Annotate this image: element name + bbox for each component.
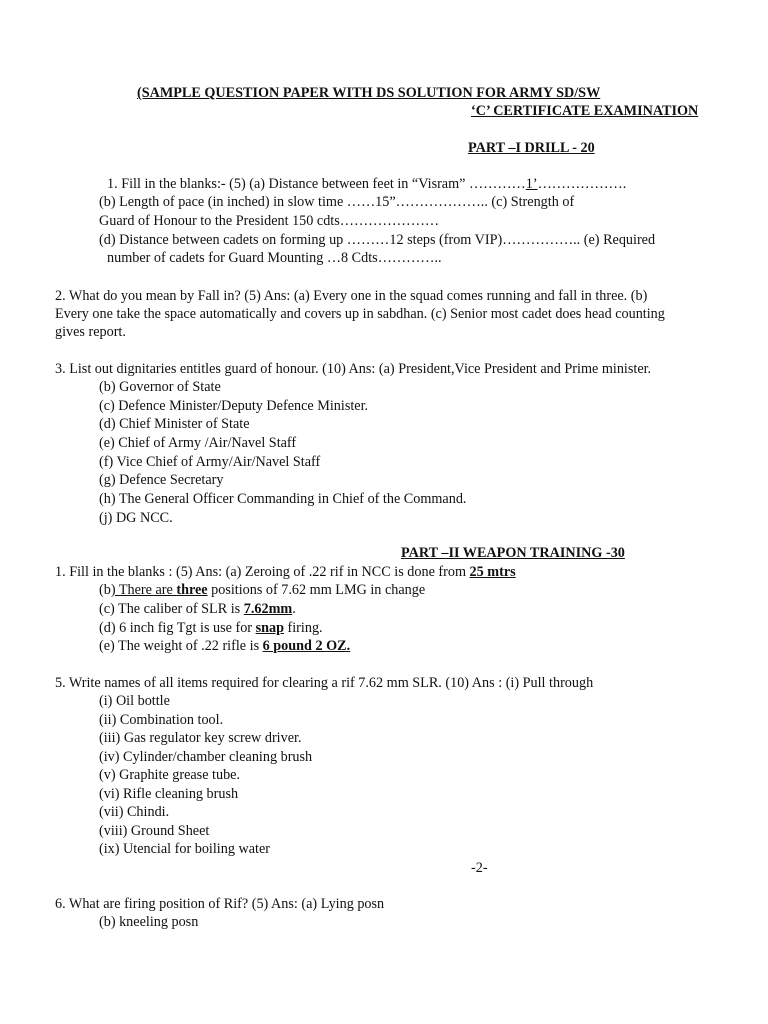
page-number: -2- <box>471 860 488 876</box>
p2q1-answer-b: three <box>176 582 208 598</box>
p2q1-b-pre: (b <box>99 582 111 598</box>
q3-item: (g) Defence Secretary <box>99 472 224 488</box>
p2q1-line1 <box>55 563 516 581</box>
q5-item: (ix) Utencial for boiling water <box>99 841 270 857</box>
p2q1-line-c <box>99 600 296 618</box>
q3-item: (h) The General Officer Commanding in Chief of the Command. <box>99 491 467 507</box>
p2q1-text: 1. Fill in the blanks : (5) Ans: (a) Zeroing of .22 rif in NCC is done from <box>55 564 470 580</box>
q1-line3: Guard of Honour to the President 150 cdts………………… <box>99 213 440 229</box>
p2q1-d-post: firing. <box>283 620 323 636</box>
q1-line2: (b) Length of pace (in inched) in slow time ……15”……………….. (c) Strength of <box>99 194 575 210</box>
p2q1-e-pre: (e) The weight of .22 rifle is <box>99 638 263 654</box>
p2q1-c-post: . <box>292 601 296 617</box>
p2q1-line-e <box>99 637 350 655</box>
q5-item: (viii) Ground Sheet <box>99 823 210 839</box>
q3-item: (f) Vice Chief of Army/Air/Navel Staff <box>99 454 321 470</box>
q1-line4: (d) Distance between cadets on forming up ………12 steps (from VIP)…………….. (e) Required <box>99 232 656 248</box>
p2q1-b-mid: ) There are <box>110 582 177 598</box>
q3-item: (c) Defence Minister/Deputy Defence Minister. <box>99 398 369 414</box>
p2q1-line-b <box>99 581 425 599</box>
q5-item: (iv) Cylinder/chamber cleaning brush <box>99 749 313 765</box>
p2q1-c-pre: (c) The caliber of SLR is <box>99 601 244 617</box>
q5-line1: 5. Write names of all items required for clearing a rif 7.62 mm SLR. (10) Ans : (i) Pull through <box>55 675 594 691</box>
q1-line1-dots: ………………. <box>537 176 627 192</box>
q3-line1: 3. List out dignitaries entitles guard of honour. (10) Ans: (a) President,Vice President and Prime minister. <box>55 361 652 377</box>
q5-item: (vi) Rifle cleaning brush <box>99 786 239 802</box>
p2q1-answer-a: 25 mtrs <box>469 564 516 580</box>
q6-line1: 6. What are firing position of Rif? (5) Ans: (a) Lying posn <box>55 896 385 912</box>
title-line-1: (SAMPLE QUESTION PAPER WITH DS SOLUTION FOR ARMY SD/SW <box>137 85 601 101</box>
q5-item: (ii) Combination tool. <box>99 712 224 728</box>
q2-line3: gives report. <box>55 324 126 340</box>
part1-heading: PART –I DRILL - 20 <box>468 140 595 156</box>
p2q1-answer-d: snap <box>255 620 284 636</box>
q5-item: (iii) Gas regulator key screw driver. <box>99 730 302 746</box>
q2-line1: 2. What do you mean by Fall in? (5) Ans: (a) Every one in the squad comes running and fall in three. (b) <box>55 288 648 304</box>
p2q1-answer-e: 6 pound 2 OZ. <box>262 638 351 654</box>
q3-item: (e) Chief of Army /Air/Navel Staff <box>99 435 297 451</box>
q5-item: (i) Oil bottle <box>99 693 170 709</box>
q3-item: (b) Governor of State <box>99 379 221 395</box>
title-line-2: ‘C’ CERTIFICATE EXAMINATION <box>471 103 699 119</box>
q5-item: (vii) Chindi. <box>99 804 170 820</box>
p2q1-answer-c: 7.62mm <box>243 601 293 617</box>
p2q1-b-post: positions of 7.62 mm LMG in change <box>207 582 426 598</box>
q1-answer-a: 1’ <box>525 176 538 192</box>
p2q1-line-d <box>99 619 323 637</box>
q1-line1-text: 1. Fill in the blanks:- (5) (a) Distance between feet in “Visram” ………… <box>107 176 526 192</box>
q5-item: (v) Graphite grease tube. <box>99 767 241 783</box>
q6-line2: (b) kneeling posn <box>99 914 199 930</box>
q1-line5: number of cadets for Guard Mounting …8 Cdts………….. <box>107 250 442 266</box>
q1-line1 <box>107 175 626 193</box>
p2q1-d-pre: (d) 6 inch fig Tgt is use for <box>99 620 256 636</box>
part2-heading: PART –II WEAPON TRAINING -30 <box>401 545 625 561</box>
q2-line2: Every one take the space automatically and covers up in sabdhan. (c) Senior most cadet does head counting <box>55 306 665 322</box>
q3-item: (d) Chief Minister of State <box>99 416 250 432</box>
q3-item: (j) DG NCC. <box>99 510 173 526</box>
